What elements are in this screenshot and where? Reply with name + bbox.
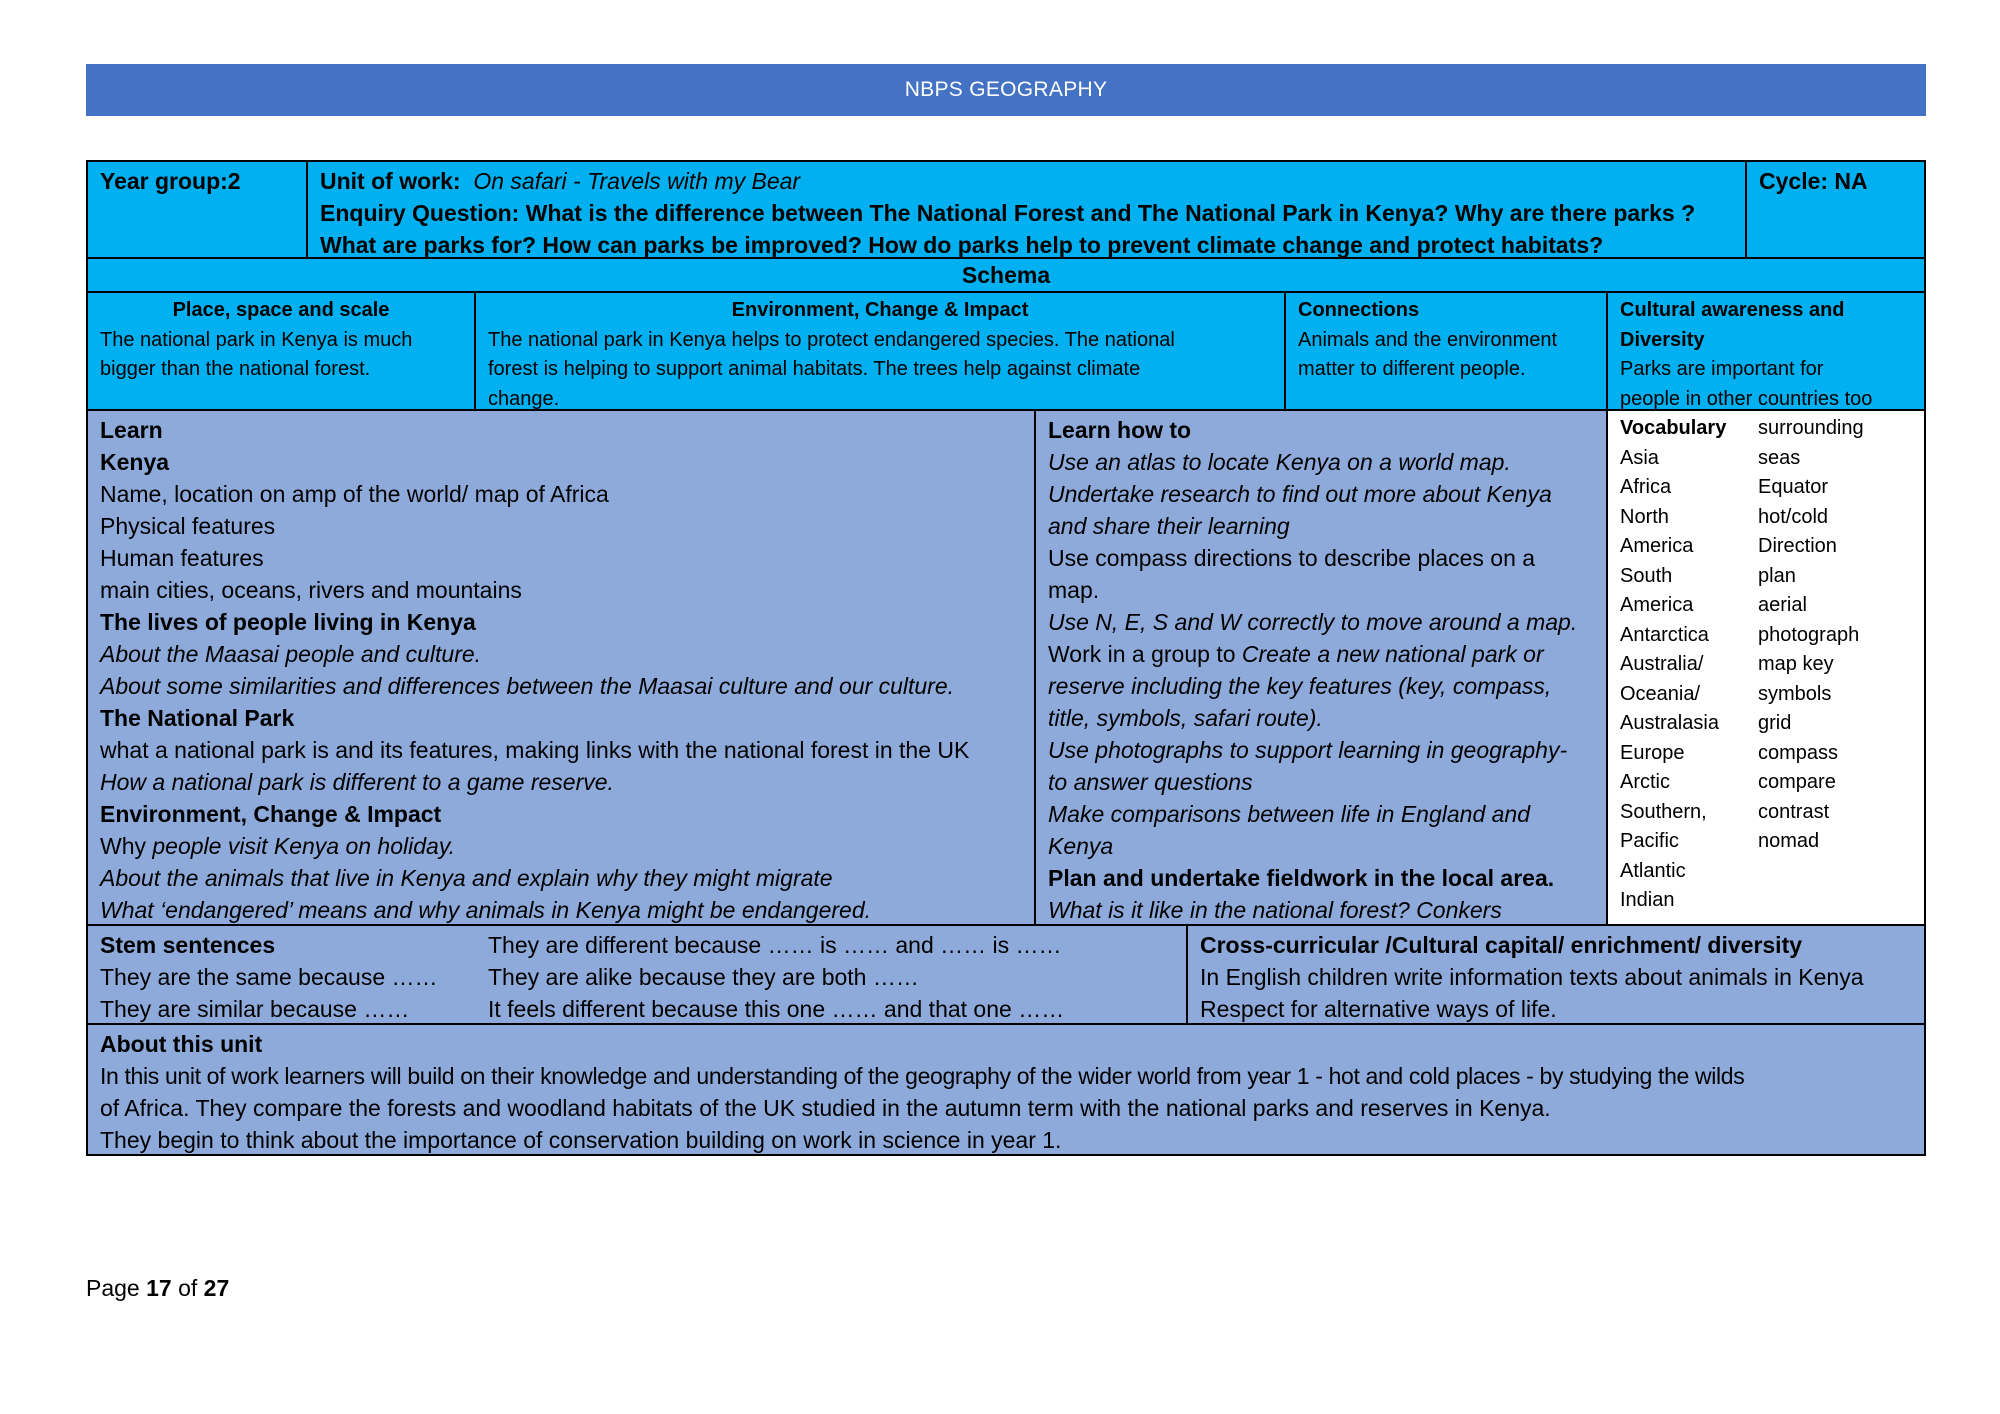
learn-item-plain: Why <box>100 833 146 859</box>
vocabulary-word: South <box>1620 564 1673 587</box>
learn-item <box>100 830 1022 862</box>
page-header-banner <box>86 64 1926 116</box>
vocabulary-word: America <box>1620 594 1694 616</box>
learn-subheading: The lives of people living in Kenya <box>100 609 476 635</box>
learn-item: what a national park is and its features, making links with the national forest in the UK <box>100 737 970 763</box>
vocabulary-word: photograph <box>1758 623 1860 646</box>
cycle-text: Cycle: NA <box>1759 168 1868 194</box>
stem-heading: Stem sentences <box>100 932 276 958</box>
learn-how-item: Use an atlas to locate Kenya on a world map. <box>1048 449 1511 475</box>
learn-heading: Learn <box>100 417 163 443</box>
page-of: of <box>178 1275 198 1301</box>
learn-item: About some similarities and differences between the Maasai culture and our culture. <box>100 673 955 699</box>
cultural-heading: Diversity <box>1620 328 1705 351</box>
learn-how-item: Use photographs to support learning in geography- <box>1048 737 1568 763</box>
cultural-line: Parks are important for <box>1620 358 1824 380</box>
vocabulary-word: surrounding <box>1758 417 1864 439</box>
schema-title: Schema <box>961 262 1051 288</box>
vocabulary-word: grid <box>1758 712 1792 734</box>
learn-how-item: reserve including the key features (key, compass, <box>1048 673 1552 699</box>
cross-heading: Cross-curricular /Cultural capital/ enrichment/ diversity <box>1200 932 1803 958</box>
year-group-text: Year group:2 <box>100 168 241 194</box>
learn-how-item: Use N, E, S and W correctly to move around a map. <box>1048 609 1578 635</box>
learn-how-item: What is it like in the national forest? Conkers <box>1048 897 1502 923</box>
vocabulary-word: aerial <box>1758 594 1807 616</box>
vocabulary-word: Direction <box>1758 535 1837 557</box>
vocabulary-word: Africa <box>1620 476 1672 498</box>
unit-of-work-cell <box>306 160 1747 259</box>
environment-line: The national park in Kenya helps to protect endangered species. The national <box>488 328 1175 351</box>
environment-line: change. <box>488 387 560 410</box>
vocabulary-word: compass <box>1758 741 1839 764</box>
vocabulary-word: seas <box>1758 446 1801 469</box>
stem-right-column <box>488 929 1064 1025</box>
learn-subheading: Environment, Change & Impact <box>100 801 442 827</box>
unit-line <box>320 165 1733 197</box>
learn-how-item: map. <box>1048 577 1100 603</box>
vocabulary-word: Atlantic <box>1620 859 1686 882</box>
vocabulary-word: North <box>1620 505 1669 528</box>
learn-how-item: Make comparisons between life in England and <box>1048 801 1531 827</box>
enquiry-question-line-2: What are parks for? How can parks be improved? How do parks help to prevent climate change and protect habitats? <box>320 232 1604 258</box>
learn-how-item: Undertake research to find out more about Kenya <box>1048 481 1552 507</box>
learn-how-item <box>1048 638 1594 670</box>
stem-sentence: They are the same because …… <box>100 964 438 990</box>
learn-item: About the animals that live in Kenya and explain why they might migrate <box>100 865 833 891</box>
about-unit-cell <box>86 1023 1926 1156</box>
environment-line: forest is helping to support animal habitats. The trees help against climate <box>488 358 1141 380</box>
vocabulary-word: Antarctica <box>1620 623 1709 646</box>
vocabulary-word: Europe <box>1620 741 1685 764</box>
about-line: of Africa. They compare the forests and woodland habitats of the UK studied in the autumn term with the national parks and reserves in Kenya. <box>100 1095 1551 1121</box>
vocabulary-word: plan <box>1758 564 1796 587</box>
learn-how-item: Kenya <box>1048 833 1114 859</box>
year-group-cell <box>86 160 308 259</box>
place-line: The national park in Kenya is much <box>100 328 413 351</box>
page-label: Page <box>86 1275 140 1301</box>
vocabulary-word: hot/cold <box>1758 505 1829 528</box>
vocabulary-word: nomad <box>1758 830 1820 852</box>
about-line: They begin to think about the importance of conservation building on work in science in year 1. <box>100 1127 1062 1153</box>
enquiry-question-line-1: Enquiry Question: What is the difference between The National Forest and The National Park in Kenya? Why are there parks ? <box>320 200 1696 226</box>
schema-place-cell <box>86 291 476 411</box>
vocabulary-word: Equator <box>1758 476 1829 498</box>
vocabulary-column-2 <box>1758 414 1918 857</box>
vocabulary-word: Southern, <box>1620 800 1707 823</box>
schema-cultural-cell <box>1606 291 1926 411</box>
stem-sentence: It feels different because this one …… and that one …… <box>488 996 1065 1022</box>
learn-subheading: Kenya <box>100 449 170 475</box>
cultural-heading: Cultural awareness and <box>1620 299 1845 321</box>
environment-heading: Environment, Change & Impact <box>731 299 1029 321</box>
page-number <box>86 1275 229 1302</box>
schema-title-cell <box>86 257 1926 293</box>
vocabulary-word: symbols <box>1758 682 1832 705</box>
schema-environment-cell <box>474 291 1286 411</box>
vocabulary-cell <box>1606 409 1926 926</box>
learn-item: Human features <box>100 545 264 571</box>
learn-how-item: and share their learning <box>1048 513 1290 539</box>
connections-heading: Connections <box>1298 299 1420 321</box>
vocabulary-word: Pacific <box>1620 830 1679 852</box>
vocabulary-word: Oceania/ <box>1620 682 1701 705</box>
cycle-cell <box>1745 160 1926 259</box>
stem-sentence: They are different because …… is …… and …… is …… <box>488 932 1062 958</box>
unit-label: Unit of work: <box>320 168 461 194</box>
vocabulary-word: Indian <box>1620 889 1675 911</box>
learn-item: How a national park is different to a game reserve. <box>100 769 614 795</box>
stem-left-column <box>100 929 438 1025</box>
about-line: In this unit of work learners will build on their knowledge and understanding of the geography of the wider world from year 1 - hot and cold places - by studying the wilds <box>100 1063 1745 1089</box>
vocabulary-word: Asia <box>1620 446 1659 469</box>
cross-curricular-cell <box>1186 924 1926 1025</box>
unit-title: On safari - Travels with my Bear <box>473 168 801 194</box>
stem-sentences-cell <box>86 924 1188 1025</box>
vocabulary-word: Australasia <box>1620 712 1719 734</box>
vocabulary-word: contrast <box>1758 800 1830 823</box>
learn-item: Name, location on amp of the world/ map of Africa <box>100 481 609 507</box>
cross-line: Respect for alternative ways of life. <box>1200 996 1557 1022</box>
learn-how-item: Use compass directions to describe places on a <box>1048 545 1536 571</box>
learn-how-heading: Learn how to <box>1048 417 1192 443</box>
vocabulary-word: compare <box>1758 771 1836 793</box>
page-current: 17 <box>146 1275 172 1301</box>
connections-line: Animals and the environment <box>1298 328 1558 351</box>
cultural-line: people in other countries too <box>1620 387 1873 410</box>
stem-sentence: They are alike because they are both …… <box>488 964 919 990</box>
vocabulary-column-1 <box>1620 414 1756 916</box>
learn-how-cell <box>1034 409 1608 926</box>
about-heading: About this unit <box>100 1031 263 1057</box>
stem-sentence: They are similar because …… <box>100 996 410 1022</box>
learn-item: main cities, oceans, rivers and mountains <box>100 577 522 603</box>
learn-how-subheading: Plan and undertake fieldwork in the local area. <box>1048 865 1555 891</box>
vocabulary-word: America <box>1620 535 1694 557</box>
learn-how-item: to answer questions <box>1048 769 1253 795</box>
cross-line: In English children write information texts about animals in Kenya <box>1200 964 1864 990</box>
learn-cell <box>86 409 1036 926</box>
vocabulary-word: map key <box>1758 653 1834 675</box>
learn-how-item-plain: Work in a group to <box>1048 641 1236 667</box>
learn-item-italic: people visit Kenya on holiday. <box>152 833 455 859</box>
learn-item: Physical features <box>100 513 276 539</box>
learn-how-item: title, symbols, safari route). <box>1048 705 1323 731</box>
learn-item: About the Maasai people and culture. <box>100 641 482 667</box>
learn-item: What ‘endangered’ means and why animals in Kenya might be endangered. <box>100 897 871 923</box>
learn-subheading: The National Park <box>100 705 295 731</box>
vocabulary-heading: Vocabulary <box>1620 417 1727 439</box>
page-total: 27 <box>203 1275 230 1301</box>
schema-connections-cell <box>1284 291 1608 411</box>
vocabulary-word: Australia/ <box>1620 653 1704 675</box>
connections-line: matter to different people. <box>1298 358 1526 380</box>
place-heading: Place, space and scale <box>172 299 390 321</box>
place-line: bigger than the national forest. <box>100 358 371 380</box>
vocabulary-word: Arctic <box>1620 771 1670 793</box>
header-title: NBPS GEOGRAPHY <box>904 78 1108 101</box>
learn-how-item-italic: Create a new national park or <box>1241 641 1544 667</box>
